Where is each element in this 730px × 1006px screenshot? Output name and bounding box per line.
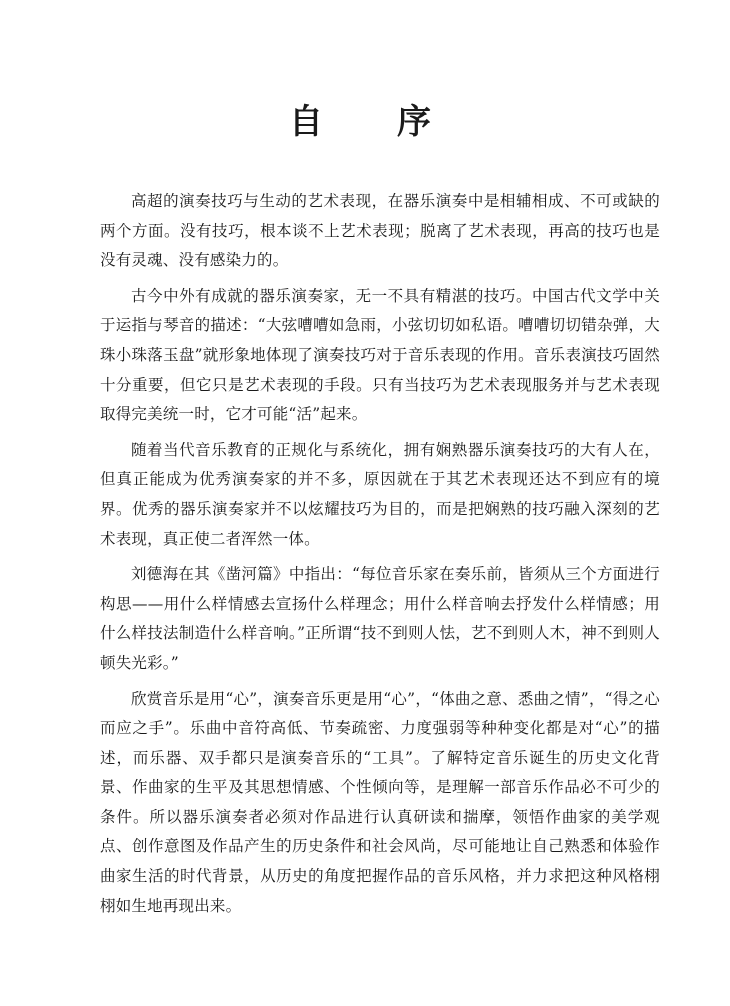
paragraph-4: 刘德海在其《凿河篇》中指出：“每位音乐家在奏乐前，皆须从三个方面进行构思——用什么样情感去宣扬什么样理念；用什么样音响去抒发什么样情感；用什么样技法制造什么样音响。”正所谓“技不到则人怯，艺不到则人木，神不到则人顿失光彩。” [100,565,660,672]
paragraph-1: 高超的演奏技巧与生动的艺术表现，在器乐演奏中是相辅相成、不可或缺的两个方面。没有技巧，根本谈不上艺术表现；脱离了艺术表现，再高的技巧也是没有灵魂、没有感染力的。 [100,192,660,270]
paragraph-5: 欣赏音乐是用“心”，演奏音乐更是用“心”，“体曲之意、悉曲之情”，“得之心而应之手”。乐曲中音符高低、节奏疏密、力度强弱等种种变化都是对“心”的描述，而乐器、双手都只是演奏音乐的“工具”。了解特定音乐诞生的历史文化背景、作曲家的生平及其思想情感、个性倾向等，是理解一部音乐作品必不可少的条件。所以器乐演奏者必须对作品进行认真研读和揣摩，领悟作曲家的美学观点、创作意图及作品产生的历史条件和社会风尚，尽可能地让自己熟悉和体验作曲家生活的时代背景，从历史的角度把握作品的音乐风格，并力求把这种风格栩栩如生地再现出来。 [100,689,660,915]
paragraph-3: 随着当代音乐教育的正规化与系统化，拥有娴熟器乐演奏技巧的大有人在，但真正能成为优秀演奏家的并不多，原因就在于其艺术表现还达不到应有的境界。优秀的器乐演奏家并不以炫耀技巧为目的，而是把娴熟的技巧融入深刻的艺术表现，真正使二者浑然一体。 [100,440,660,548]
paragraph-2: 古今中外有成就的器乐演奏家，无一不具有精湛的技巧。中国古代文学中关于运指与琴音的描述：“大弦嘈嘈如急雨，小弦切切如私语。嘈嘈切切错杂弹，大珠小珠落玉盘”就形象地体现了演奏技巧对于音乐表现的作用。音乐表演技巧固然十分重要，但它只是艺术表现的手段。只有当技巧为艺术表现服务并与艺术表现取得完美统一时，它才可能“活”起来。 [100,286,660,424]
preface-body [100,187,660,921]
page-title: 自 序 [289,102,451,142]
